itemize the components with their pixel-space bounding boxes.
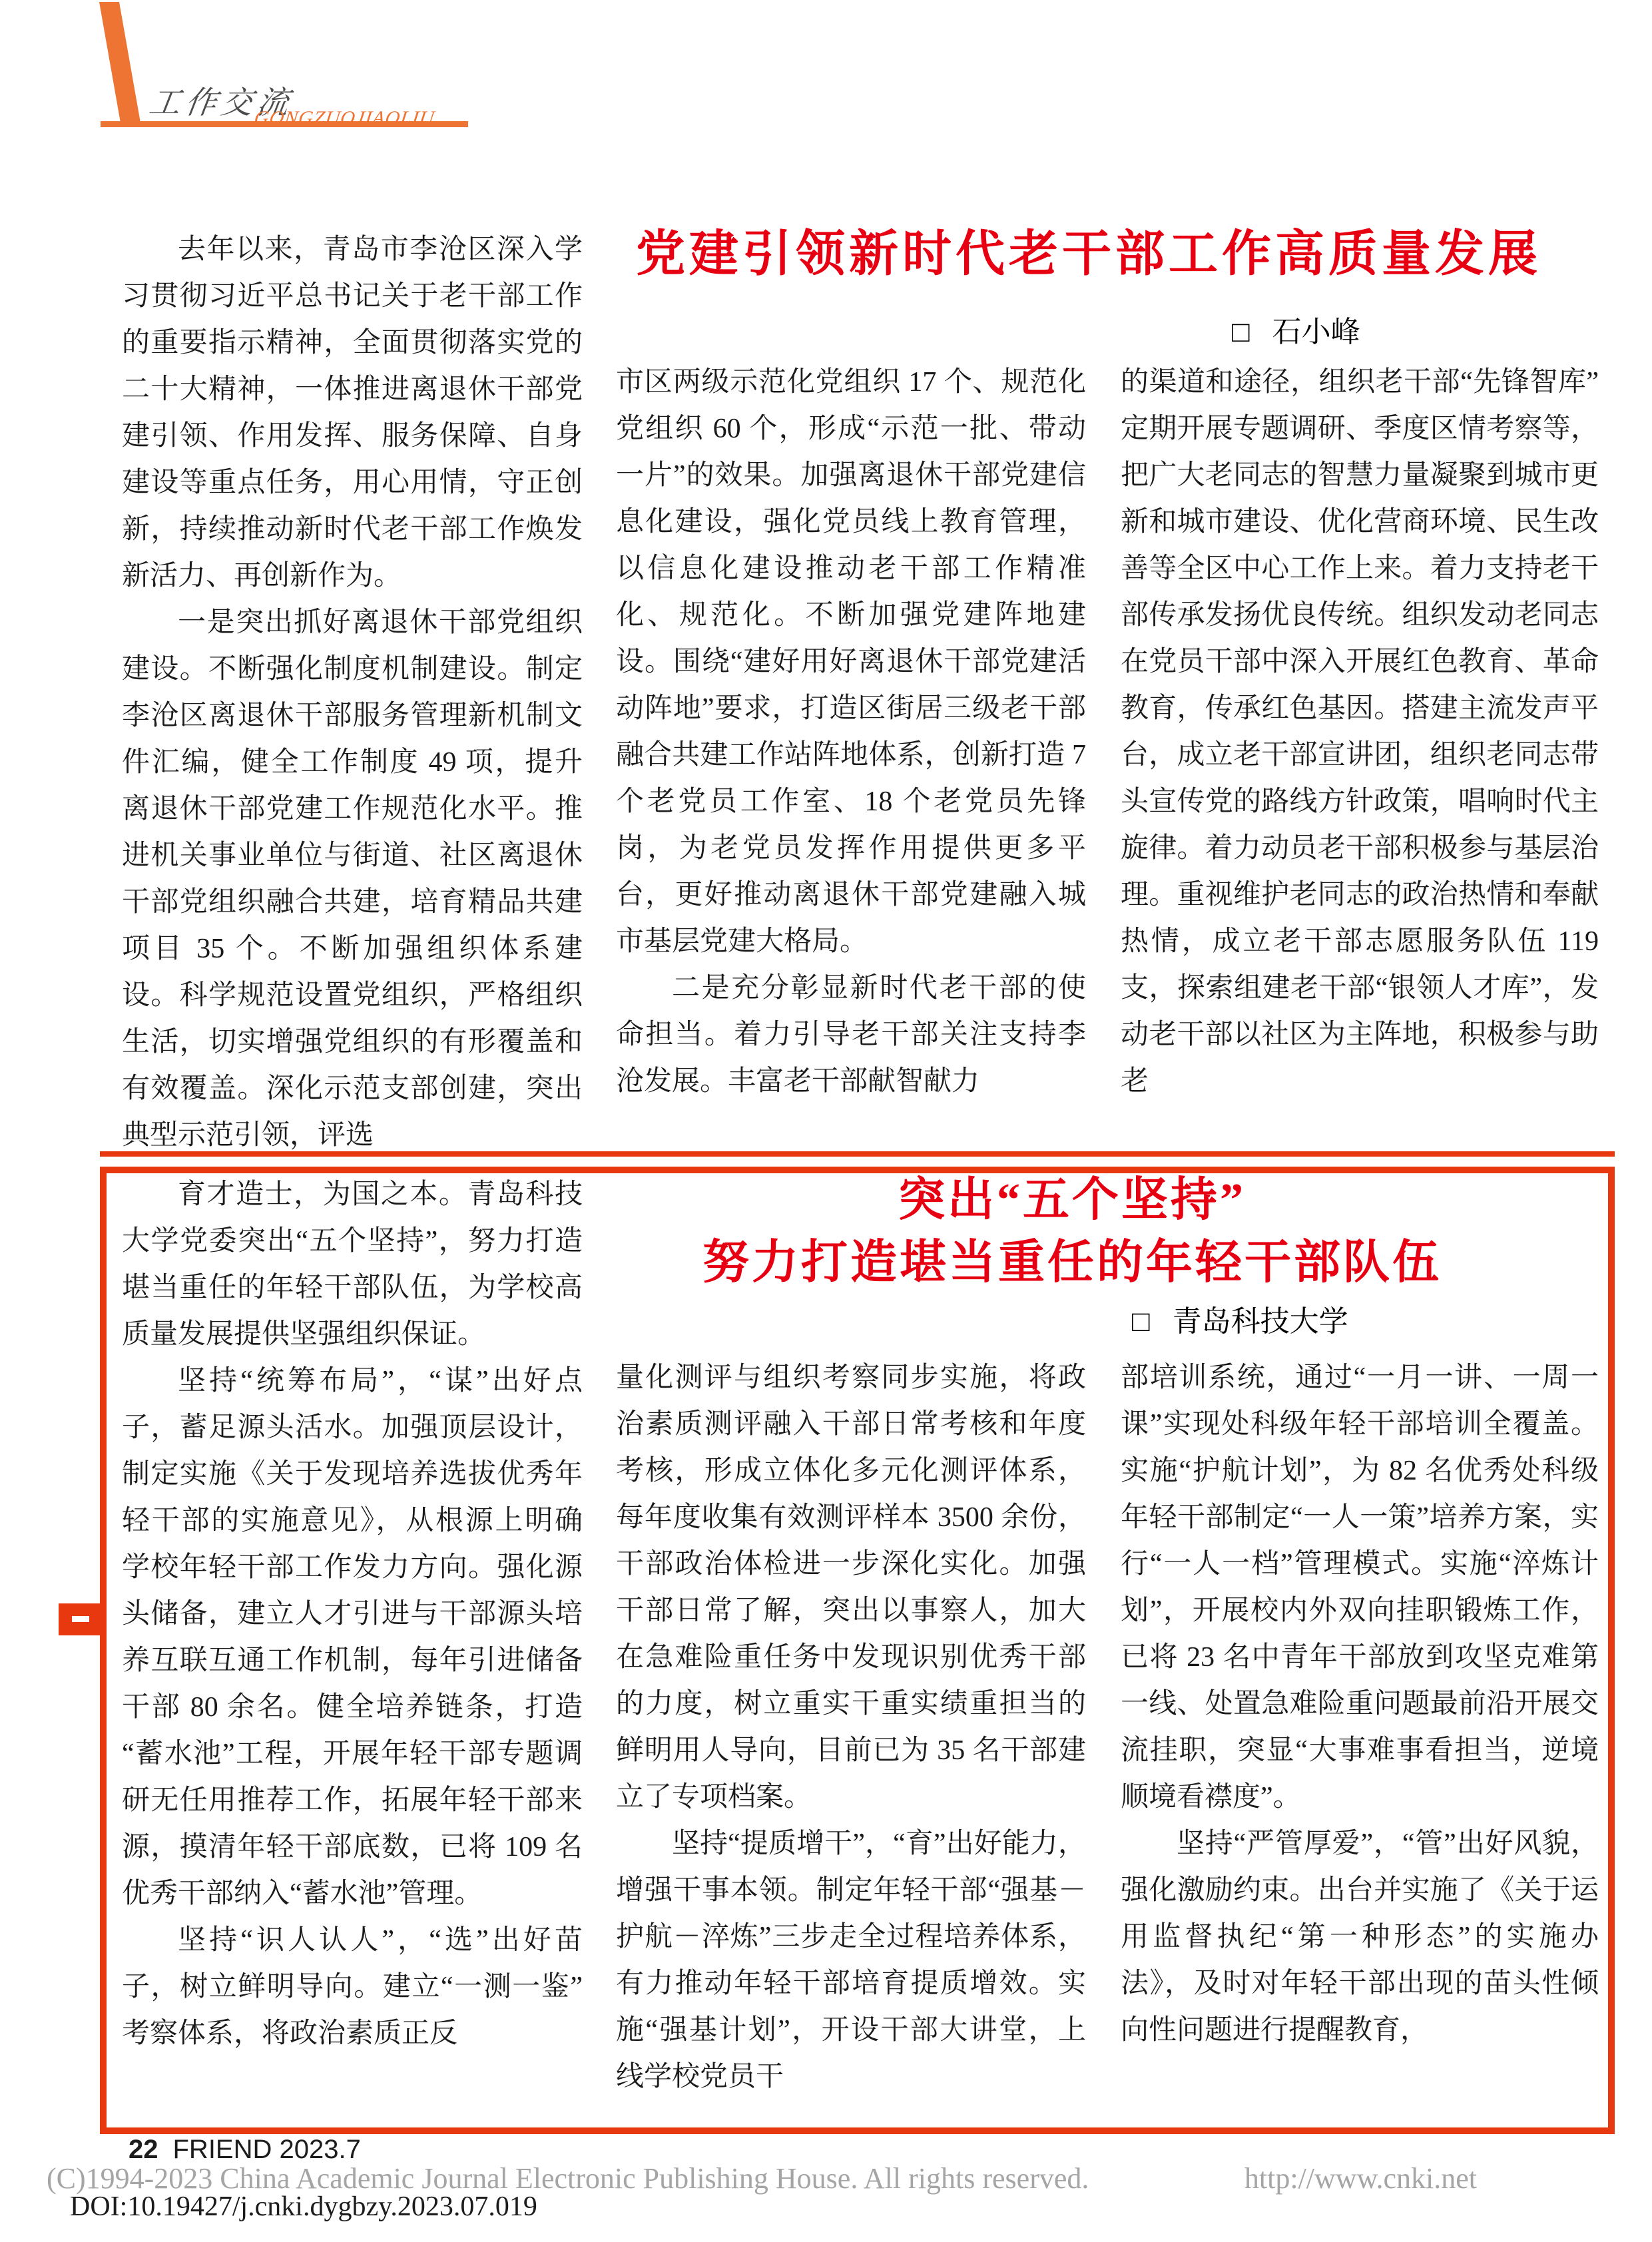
frame-tab-marker — [59, 1603, 101, 1635]
journal-name-date: FRIEND 2023.7 — [172, 2135, 361, 2164]
article2-title-line1: 突出“五个坚持” — [898, 1175, 1246, 1226]
article1-column-1: 去年以来，青岛市李沧区深入学习贯彻习近平总书记关于老干部工作的重要指示精神，全面贯彻落实党的二十大精神，一体推进离退休干部党建引领、作用发挥、服务保障、自身建设等重点任务，用心用情，守正创新，持续推动新时代老干部工作焕发新活力、再创新作为。 一是突出抓好离退休干部党组织建设。不断强化制度机制建设。制定李沧区离退休干部服务管理新机制文件汇编，健全工作制度 49 项，提升离退休干部党建工作规范化水平。推进机关事业单位与街道、社区离退休干部党组织融合共建，培育精品共建项目 35 个。不断加强组织体系建设。科学规范设置党组织，严格组织生活，切实增强党组织的有形覆盖和有效覆盖。深化示范支部创建，突出典型示范引领，评选 — [122, 234, 583, 1151]
article2-title — [613, 1169, 1531, 1294]
article1-column-2: 市区两级示范化党组织 17 个、规范化党组织 60 个，形成“示范一批、带动一片”的效果。加强离退休干部党建信息化建设，强化党员线上教育管理，以信息化建设推动老干部工作精准化、规范化。不断加强党建阵地建设。围绕“建好用好离退休干部党建活动阵地”要求，打造区街居三级老干部融合共建工作站阵地体系，创新打造 7 个老党员工作室、18 个老党员先锋岗，为老党员发挥作用提供更多平台，更好推动离退休干部党建融入城市基层党建大格局。 二是充分彰显新时代老干部的使命担当。着力引导老干部关注支持李沧发展。丰富老干部献智献力 — [616, 367, 1086, 1097]
copyright-notice: (C)1994-2023 China Academic Journal Electronic Publishing House. All rights reserved. — [47, 2162, 1089, 2195]
section-logo-bar — [99, 2, 141, 126]
author-square-icon: □ — [1232, 316, 1250, 348]
frame-tab-dash-icon — [72, 1616, 89, 1622]
article2-column-1: 育才造士，为国之本。青岛科技大学党委突出“五个坚持”，努力打造堪当重任的年轻干部队伍，为学校高质量发展提供坚强组织保证。 坚持“统筹布局”，“谋”出好点子，蓄足源头活水。加强顶层设计，制定实施《关于发现培养选拔优秀年轻干部的实施意见》，从根源上明确学校年轻干部工作发力方向。强化源头储备，建立人才引进与干部源头培养互联互通工作机制，每年引进储备干部 80 余名。健全培养链条，打造“蓄水池”工程，开展年轻干部专题调研无任用推荐工作，拓展年轻干部来源，摸清年轻干部底数，已将 109 名优秀干部纳入“蓄水池”管理。 坚持“识人认人”，“选”出好苗子，树立鲜明导向。建立“一测一鉴”考察体系，将政治素质正反 — [122, 1179, 583, 2049]
article1-author-name: 石小峰 — [1272, 316, 1360, 348]
section-divider-rule — [100, 1151, 1615, 1157]
article2-author-name: 青岛科技大学 — [1172, 1305, 1348, 1338]
page-footer-journal-line — [129, 2135, 361, 2165]
article1-author-line — [1232, 308, 1360, 350]
section-title-pinyin: GONGZUOJIAOLIU — [252, 107, 436, 129]
doi-text: DOI:10.19427/j.cnki.dygbzy.2023.07.019 — [70, 2191, 537, 2222]
page-number: 22 — [129, 2135, 158, 2164]
article1-title: 党建引领新时代老干部工作高质量发展 — [636, 227, 1541, 282]
article1-column-3: 的渠道和途径，组织老干部“先锋智库”定期开展专题调研、季度区情考察等，把广大老同志的智慧力量凝聚到城市更新和城市建设、优化营商环境、民生改善等全区中心工作上来。着力支持老干部传承发扬优良传统。组织发动老同志在党员干部中深入开展红色教育、革命教育，传承红色基因。搭建主流发声平台，成立老干部宣讲团，组织老同志带头宣传党的路线方针政策，唱响时代主旋律。着力动员老干部积极参与基层治理。重视维护老同志的政治热情和奉献热情，成立老干部志愿服务队伍 119 支，探索组建老干部“银领人才库”，发动老干部以社区为主阵地，积极参与助老 — [1121, 367, 1599, 1097]
author-square-icon: □ — [1132, 1305, 1150, 1338]
article2-author-line — [1132, 1297, 1348, 1340]
article2-column-2: 量化测评与组织考察同步实施，将政治素质测评融入干部日常考核和年度考核，形成立体化多元化测评体系，每年度收集有效测评样本 3500 余份，干部政治体检进一步深化实化。加强干部日常了解，突出以事察人，加大在急难险重任务中发现识别优秀干部的力度，树立重实干重实绩重担当的鲜明用人导向，目前已为 35 名干部建立了专项档案。 坚持“提质增干”，“育”出好能力，增强干事本领。制定年轻干部“强基－护航－淬炼”三步走全过程培养体系，有力推动年轻干部培育提质增效。实施“强基计划”，开设干部大讲堂，上线学校党员干 — [616, 1362, 1086, 2092]
section-title-chinese: 工作交流 — [146, 86, 296, 121]
article2-title-line2: 努力打造堪当重任的年轻干部队伍 — [702, 1237, 1442, 1288]
article2-column-3: 部培训系统，通过“一月一讲、一周一课”实现处科级年轻干部培训全覆盖。实施“护航计划”，为 82 名优秀处科级年轻干部制定“一人一策”培养方案，实行“一人一档”管理模式。实施“淬炼计划”，开展校内外双向挂职锻炼工作，已将 23 名中青年干部放到攻坚克难第一线、处置急难险重问题最前沿开展交流挂职，突显“大事难事看担当，逆境顺境看襟度”。 坚持“严管厚爱”，“管”出好风貌，强化激励约束。出台并实施了《关于运用监督执纪“第一种形态”的实施办法》，及时对年轻干部出现的苗头性倾向性问题进行提醒教育， — [1121, 1362, 1599, 2046]
cnki-url: http://www.cnki.net — [1244, 2162, 1477, 2195]
